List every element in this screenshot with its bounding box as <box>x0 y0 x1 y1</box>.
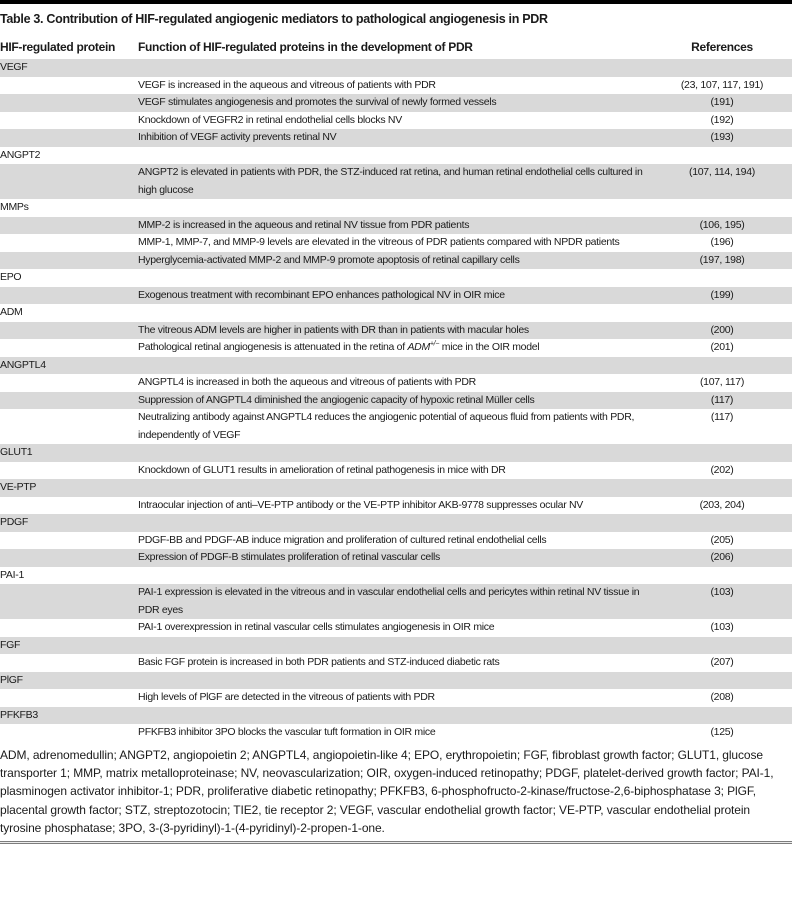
references-cell <box>652 514 792 532</box>
table-body <box>0 59 792 742</box>
references-cell: (206) <box>710 551 734 563</box>
protein-cell <box>0 252 138 270</box>
references-cell <box>652 357 792 375</box>
function-cell <box>138 637 652 655</box>
function-cell: Knockdown of VEGFR2 in retinal endothelial cells blocks NV <box>138 113 402 126</box>
references-cell: (23, 107, 117, 191) <box>680 78 764 91</box>
table-row <box>0 497 792 515</box>
function-cell: PAI-1 expression is elevated in the vitreous and in vascular endothelial cells and pericytes within retinal NV tissue in PDR eyes <box>138 586 640 616</box>
references-cell: (117) <box>710 411 734 423</box>
function-cell: PDGF-BB and PDGF-AB induce migration and proliferation of cultured retinal endothelial cells <box>138 533 547 546</box>
references-cell <box>652 707 792 725</box>
table-row <box>0 654 792 672</box>
references-cell: (199) <box>710 288 734 301</box>
column-header-function: Function of HIF-regulated proteins in the development of PDR <box>138 40 473 54</box>
references-cell <box>652 269 792 287</box>
protein-cell: VEGF <box>0 61 28 73</box>
protein-section-row <box>0 357 792 375</box>
table-row <box>0 112 792 130</box>
protein-section-row <box>0 444 792 462</box>
table-title: Table 3. Contribution of HIF-regulated angiogenic mediators to pathological angiogenesis in PDR <box>0 12 548 26</box>
protein-cell <box>0 164 138 199</box>
references-cell: (103) <box>710 586 734 598</box>
protein-cell: PAI-1 <box>0 568 24 581</box>
function-cell: The vitreous ADM levels are higher in patients with DR than in patients with macular holes <box>138 323 529 336</box>
protein-section-row <box>0 672 792 690</box>
function-text-segment: mice in the OIR model <box>439 341 540 353</box>
function-cell <box>138 672 652 690</box>
references-cell <box>652 479 792 497</box>
function-cell <box>138 444 652 462</box>
table-row <box>0 287 792 305</box>
table-row <box>0 409 792 444</box>
function-cell <box>138 479 652 497</box>
protein-cell: VE-PTP <box>0 481 37 493</box>
table-row <box>0 462 792 480</box>
protein-cell <box>0 549 138 567</box>
function-cell: Knockdown of GLUT1 results in amelioration of retinal pathogenesis in mice with DR <box>138 463 506 476</box>
references-cell: (117) <box>710 393 734 406</box>
table-row <box>0 322 792 340</box>
table-row <box>0 532 792 550</box>
protein-cell <box>0 619 138 637</box>
protein-cell <box>0 217 138 235</box>
function-cell: ANGPTL4 is increased in both the aqueous and vitreous of patients with PDR <box>138 376 476 388</box>
references-cell: (200) <box>710 323 734 336</box>
protein-cell <box>0 234 138 252</box>
protein-cell: MMPs <box>0 201 29 213</box>
protein-section-row <box>0 479 792 497</box>
protein-cell: PFKFB3 <box>0 708 38 721</box>
protein-cell <box>0 689 138 707</box>
references-cell <box>652 567 792 585</box>
table-top-rule <box>0 0 792 4</box>
table-header-row <box>0 40 792 59</box>
function-cell: VEGF is increased in the aqueous and vitreous of patients with PDR <box>138 78 436 91</box>
protein-cell: ADM <box>0 306 23 318</box>
references-cell <box>652 199 792 217</box>
protein-cell: PDGF <box>0 516 28 528</box>
column-header-protein: HIF-regulated protein <box>0 40 116 54</box>
protein-cell <box>0 322 138 340</box>
function-cell <box>138 269 652 287</box>
references-cell: (197, 198) <box>699 253 745 266</box>
table-row <box>0 549 792 567</box>
function-text-segment: +/− <box>429 340 440 348</box>
references-cell <box>652 637 792 655</box>
table-bottom-rule <box>0 841 792 844</box>
protein-cell: FGF <box>0 638 21 651</box>
table-footnote: ADM, adrenomedullin; ANGPT2, angiopoietin 2; ANGPTL4, angiopoietin-like 4; EPO, erythropoietin; FGF, fibroblast growth factor; GLUT1, glucose transporter 1; MMP, matrix metalloproteinase; NV, neovascularization; OIR, oxygen-induced retinopathy; PDGF, platelet-derived growth factor; PAI-1, plasminogen activator inhibitor-1; PDR, proliferative diabetic retinopathy; PFKFB3, 6-phosphofructo-2-kinase/fructose-2,6-biphosphatase 3; PlGF, placental growth factor; STZ, streptozotocin; TIE2, tie receptor 2; VEGF, vascular endothelial growth factor; VE-PTP, vascular endothelial protein tyrosine phosphatase; 3PO, 3-(3-pyridinyl)-1-(4-pyridinyl)-2-propen-1-one. <box>0 747 774 836</box>
table-row <box>0 252 792 270</box>
references-cell: (106, 195) <box>699 218 745 231</box>
function-cell <box>138 147 652 165</box>
function-cell: MMP-2 is increased in the aqueous and retinal NV tissue from PDR patients <box>138 218 470 231</box>
table-row <box>0 129 792 147</box>
protein-cell <box>0 409 138 444</box>
protein-cell <box>0 462 138 480</box>
protein-cell: GLUT1 <box>0 446 33 458</box>
protein-cell <box>0 287 138 305</box>
function-cell <box>138 59 652 77</box>
function-cell: Neutralizing antibody against ANGPTL4 reduces the angiogenic potential of aqueous fluid from patients with PDR, independently of VEGF <box>138 411 635 441</box>
protein-section-row <box>0 304 792 322</box>
table-row <box>0 234 792 252</box>
references-cell: (192) <box>710 113 734 126</box>
function-cell <box>138 304 652 322</box>
function-cell: High levels of PlGF are detected in the vitreous of patients with PDR <box>138 691 435 703</box>
protein-section-row <box>0 269 792 287</box>
references-cell: (125) <box>710 726 734 738</box>
protein-section-row <box>0 147 792 165</box>
function-cell <box>138 339 652 357</box>
table-row <box>0 164 792 199</box>
protein-section-row <box>0 59 792 77</box>
protein-cell <box>0 374 138 392</box>
references-cell: (103) <box>710 621 734 633</box>
references-cell: (201) <box>710 341 734 353</box>
function-cell: Inhibition of VEGF activity prevents retinal NV <box>138 131 337 143</box>
function-cell <box>138 357 652 375</box>
table-row <box>0 584 792 619</box>
protein-cell <box>0 129 138 147</box>
table-row <box>0 689 792 707</box>
protein-section-row <box>0 637 792 655</box>
protein-section-row <box>0 514 792 532</box>
function-cell: Hyperglycemia-activated MMP-2 and MMP-9 promote apoptosis of retinal capillary cells <box>138 253 520 266</box>
protein-cell <box>0 724 138 742</box>
function-cell <box>138 199 652 217</box>
protein-cell <box>0 497 138 515</box>
function-cell <box>138 514 652 532</box>
references-cell: (207) <box>710 656 734 668</box>
function-cell: Suppression of ANGPTL4 diminished the angiogenic capacity of hypoxic retinal Müller cells <box>138 393 535 406</box>
table-row <box>0 339 792 357</box>
table-row <box>0 217 792 235</box>
table-row <box>0 724 792 742</box>
function-text-segment: ADM <box>407 341 430 353</box>
protein-cell <box>0 654 138 672</box>
column-header-references: References <box>691 40 753 54</box>
function-cell: Expression of PDGF-B stimulates proliferation of retinal vascular cells <box>138 551 440 563</box>
protein-cell <box>0 94 138 112</box>
protein-cell <box>0 392 138 410</box>
references-cell: (107, 117) <box>699 376 745 388</box>
table-row <box>0 374 792 392</box>
protein-section-row <box>0 199 792 217</box>
references-cell: (202) <box>710 463 734 476</box>
protein-cell: PlGF <box>0 673 23 686</box>
references-cell <box>652 59 792 77</box>
references-cell: (208) <box>710 691 734 703</box>
references-cell <box>652 147 792 165</box>
references-cell: (203, 204) <box>699 498 745 511</box>
protein-cell: EPO <box>0 271 22 283</box>
function-cell: Intraocular injection of anti–VE-PTP antibody or the VE-PTP inhibitor AKB-9778 suppresses ocular NV <box>138 498 584 511</box>
references-cell: (107, 114, 194) <box>689 166 755 178</box>
function-cell: VEGF stimulates angiogenesis and promotes the survival of newly formed vessels <box>138 96 497 108</box>
protein-cell: ANGPTL4 <box>0 358 46 371</box>
references-cell <box>652 672 792 690</box>
function-text-segment: Pathological retinal angiogenesis is attenuated in the retina of <box>138 341 408 353</box>
function-cell: PAI-1 overexpression in retinal vascular cells stimulates angiogenesis in OIR mice <box>138 621 495 633</box>
references-cell: (191) <box>710 96 734 108</box>
table-row <box>0 77 792 95</box>
protein-cell: ANGPT2 <box>0 148 41 161</box>
function-cell: Exogenous treatment with recombinant EPO enhances pathological NV in OIR mice <box>138 288 505 301</box>
protein-cell <box>0 339 138 357</box>
references-cell: (196) <box>710 236 734 248</box>
references-cell: (205) <box>710 533 734 546</box>
function-cell: ANGPT2 is elevated in patients with PDR, the STZ-induced rat retina, and human retinal endothelial cells cultured in high glucose <box>138 166 643 196</box>
protein-cell <box>0 112 138 130</box>
function-cell <box>138 707 652 725</box>
references-cell <box>652 444 792 462</box>
table-row <box>0 94 792 112</box>
references-cell <box>652 304 792 322</box>
protein-cell <box>0 584 138 619</box>
protein-cell <box>0 532 138 550</box>
table-row <box>0 392 792 410</box>
table-row <box>0 619 792 637</box>
function-cell: MMP-1, MMP-7, and MMP-9 levels are elevated in the vitreous of PDR patients compared with NPDR patients <box>138 236 620 248</box>
function-cell <box>138 567 652 585</box>
protein-section-row <box>0 567 792 585</box>
function-cell: Basic FGF protein is increased in both PDR patients and STZ-induced diabetic rats <box>138 656 500 668</box>
references-cell: (193) <box>710 131 734 143</box>
protein-section-row <box>0 707 792 725</box>
protein-cell <box>0 77 138 95</box>
function-cell: PFKFB3 inhibitor 3PO blocks the vascular tuft formation in OIR mice <box>138 726 436 738</box>
